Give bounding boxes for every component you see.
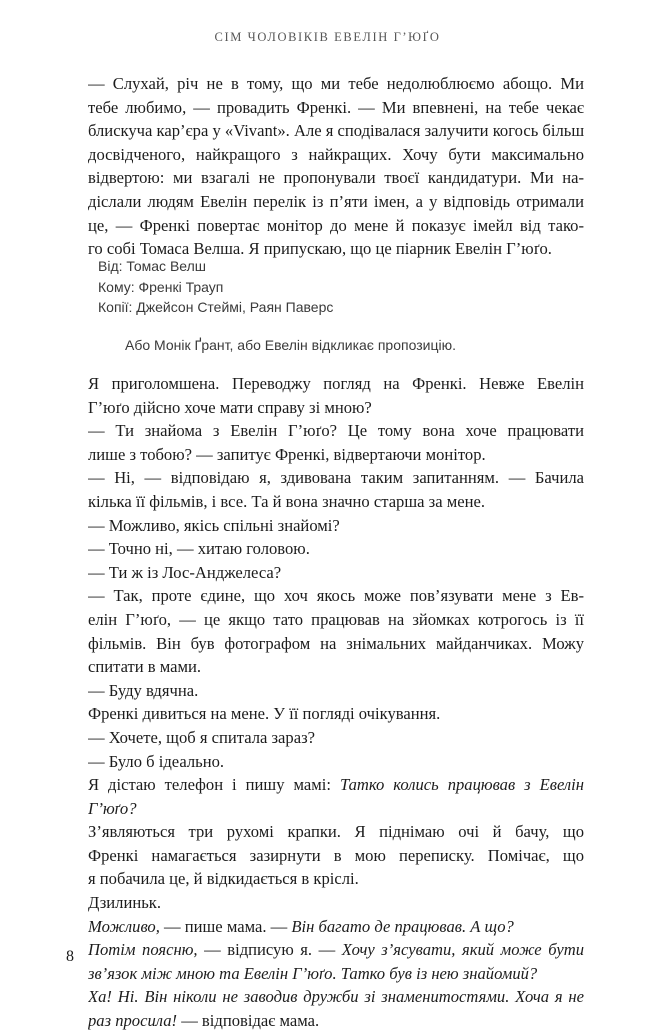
- text-line: — Точно ні, — хитаю головою.: [88, 539, 310, 559]
- text-line: — Було б ідеально.: [88, 751, 225, 771]
- email-cc: Копії: Джейсон Стеймі, Раян Паверс: [98, 299, 334, 315]
- text-line: Потім поясню, — відписую я. — Хочу з’ясувати, який може бути: [88, 940, 584, 960]
- email-headers: [98, 256, 333, 318]
- text-line: лише з тобою? — запитує Френкі, відвертаючи монітор.: [88, 444, 486, 464]
- text-line: раз просила! — відповідає мама.: [88, 1011, 320, 1031]
- email-from: Від: Томас Велш: [98, 258, 207, 274]
- text-line: Ха! Ні. Він ніколи не заводив дружби зі знаменитостями. Хоча я не: [88, 987, 584, 1007]
- text-line: фільмів. Він був фотографом на знімальних майданчиках. Можу: [88, 633, 584, 653]
- text-line: — Слухай, річ не в тому, що ми тебе недолюблюємо абощо. Ми: [88, 74, 584, 93]
- text-line: спитати в мами.: [88, 657, 202, 677]
- text-line: це, — Френкі повертає монітор до мене й показує імейл від тако-: [88, 215, 584, 235]
- page-number: 8: [66, 948, 74, 965]
- text-line: кілька її фільмів, і все. Та й вона значно старша за мене.: [88, 491, 485, 511]
- text-line: Я дістаю телефон і пишу мамі: Татко колись працював з Евелін: [88, 775, 584, 795]
- paragraph-block-2: [88, 372, 584, 1033]
- text-line: Френкі дивиться на мене. У її погляді очікування.: [88, 704, 441, 724]
- text-line: — Ти ж із Лос-Анджелеса?: [88, 562, 282, 582]
- paragraph-block-1: [88, 72, 584, 261]
- text-line: Я приголомшена. Переводжу погляд на Френкі. Невже Евелін: [88, 374, 584, 393]
- email-to: Кому: Френкі Трауп: [98, 278, 224, 295]
- text-line: блискуча кар’єра у «Vivant». Але я сподівалася залучити когось більш: [88, 121, 584, 141]
- text-line: зв’язок між мною та Евелін Г’юґо. Татко був із нею знайомий?: [88, 963, 538, 983]
- running-header: СІМ ЧОЛОВІКІВ ЕВЕЛІН Г’ЮҐО: [214, 30, 441, 44]
- text-line: го собі Томаса Велша. Я припускаю, що це піарник Евелін Г’юґо.: [88, 239, 552, 259]
- text-line: — Ні, — відповідаю я, здивована таким запитанням. — Бачила: [88, 468, 584, 488]
- text-line: Дзилиньк.: [88, 893, 161, 913]
- text-line: Френкі намагається зазирнути в мою переписку. Помічає, що: [88, 845, 584, 865]
- text-line: досвідченого, найкращого з найкращих. Хочу бути максимально: [88, 144, 584, 164]
- text-line: — Буду вдячна.: [88, 680, 199, 700]
- email-body: Або Монік Ґрант, або Евелін відкликає пропозицію.: [125, 337, 456, 353]
- text-line: я побачила це, й відкидається в кріслі.: [88, 869, 359, 889]
- text-line: Г’юґо дійсно хоче мати справу зі мною?: [88, 397, 372, 417]
- text-line: діслали людям Евелін перелік із п’яти імен, а у відповідь отримали: [88, 191, 584, 211]
- text-line: Можливо, — пише мама. — Він багато де працював. А що?: [88, 916, 514, 936]
- text-line: — Можливо, якісь спільні знайомі?: [88, 515, 340, 535]
- text-line: відвертою: ми взагалі не пропонували твоєї кандидатури. Ми на-: [88, 168, 584, 188]
- text-line: тебе любимо, — провадить Френкі. — Ми впевнені, на тебе чекає: [88, 97, 584, 117]
- text-line: Г’юґо?: [88, 798, 137, 818]
- text-line: елін Г’юґо, — це якщо тато працював на зйомках котрогось із її: [88, 609, 584, 629]
- text-line: — Так, проте єдине, що хоч якось може пов’язувати мене з Ев-: [88, 586, 584, 606]
- text-line: — Ти знайома з Евелін Г’юґо? Це тому вона хоче працювати: [88, 421, 584, 441]
- text-line: З’являються три рухомі крапки. Я піднімаю очі й бачу, що: [88, 822, 584, 842]
- text-line: — Хочете, щоб я спитала зараз?: [88, 727, 316, 747]
